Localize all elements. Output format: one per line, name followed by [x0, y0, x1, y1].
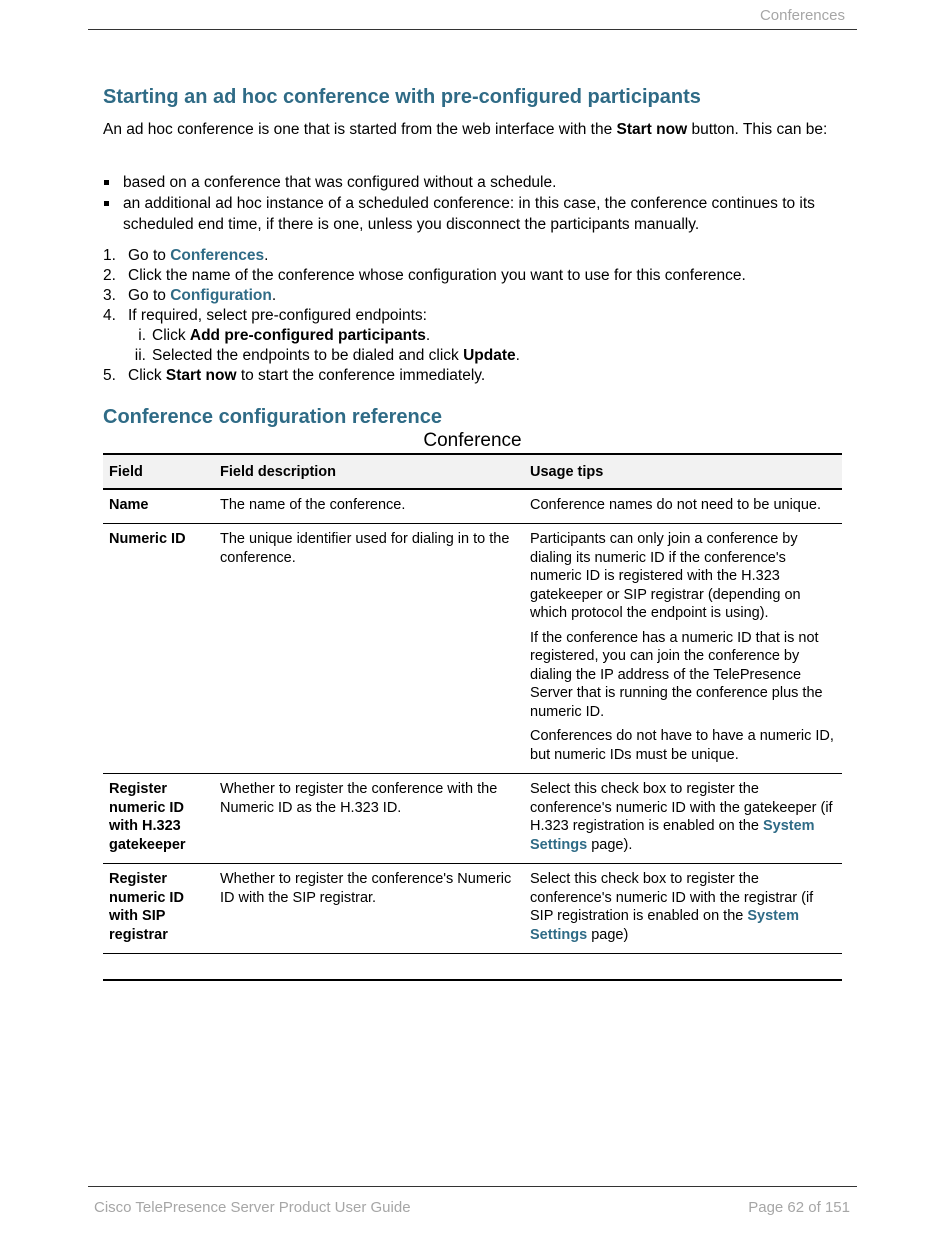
- step-list: [103, 246, 838, 386]
- table-row: [103, 774, 842, 864]
- bullet-item: an additional ad hoc instance of a scheduled conference: in this case, the conference continues to its scheduled end time, if there is one, unless you disconnect the participants manually.: [103, 193, 838, 235]
- field-description-cell: Whether to register the conference's Numeric ID with the SIP registrar.: [214, 864, 524, 954]
- conference-reference-table: [103, 453, 842, 954]
- step-item: [103, 306, 838, 366]
- footer-rule: [88, 1186, 857, 1187]
- section-heading-ad-hoc: Starting an ad hoc conference with pre-configured participants: [103, 86, 701, 108]
- field-description-cell: The name of the conference.: [214, 489, 524, 524]
- intro-paragraph: [103, 119, 833, 140]
- column-header: Usage tips: [524, 454, 842, 489]
- field-description-cell: Whether to register the conference with the Numeric ID as the H.323 ID.: [214, 774, 524, 864]
- table-caption: Conference: [423, 430, 522, 451]
- header-rule: [88, 29, 857, 30]
- field-name-cell: Name: [103, 489, 214, 524]
- usage-tip: Conferences do not have to have a numeric ID, but numeric IDs must be unique.: [530, 728, 834, 763]
- configuration-link[interactable]: Configuration: [170, 287, 272, 304]
- usage-tip: Participants can only join a conference by dialing its numeric ID if the conference's numeric ID is registered with the H.323 gatekeeper or SIP registrar (depending on which protocol the endpoint is using).: [530, 531, 801, 621]
- bullet-item: based on a conference that was configured without a schedule.: [103, 172, 838, 193]
- usage-tips-cell: [524, 489, 842, 524]
- step-number: 1.: [103, 247, 116, 264]
- substep-bold: Update: [463, 347, 516, 364]
- usage-tip-text: Select this check box to register the conference's numeric ID with the gatekeeper (if H.323 registration is enabled on the: [530, 781, 833, 834]
- table-row: [103, 489, 842, 524]
- usage-tips-cell: [524, 524, 842, 774]
- substep-item: [128, 326, 838, 346]
- column-header: Field: [103, 454, 214, 489]
- usage-tip-text: page).: [587, 836, 633, 853]
- intro-text-end: button. This can be:: [687, 121, 828, 138]
- column-header: Field description: [214, 454, 524, 489]
- intro-bold-start-now: Start now: [616, 121, 688, 138]
- field-description-cell: The unique identifier used for dialing in to the conference.: [214, 524, 524, 774]
- step-number: 3.: [103, 287, 116, 304]
- step-number: 2.: [103, 267, 116, 284]
- header-section-label: Conferences: [759, 7, 845, 24]
- step-text: .: [264, 247, 269, 264]
- step-text: Click the name of the conference whose configuration you want to use for this conference.: [128, 267, 746, 284]
- usage-tips-cell: [524, 774, 842, 864]
- step-item: [103, 366, 838, 386]
- step-item: [103, 246, 838, 266]
- footer-guide-title: Cisco TelePresence Server Product User Guide: [94, 1199, 411, 1216]
- step-text: to start the conference immediately.: [236, 367, 486, 384]
- table-end-rule: [103, 979, 842, 981]
- substep-text: Click: [152, 327, 190, 344]
- substep-bold: Add pre-configured participants: [189, 327, 426, 344]
- step-text: .: [271, 287, 277, 304]
- section-heading-config-reference: Conference configuration reference: [103, 406, 442, 428]
- step-item: [103, 266, 838, 286]
- usage-tip: Conference names do not need to be unique.: [530, 496, 822, 513]
- substep-text: Selected the endpoints to be dialed and click: [152, 347, 464, 364]
- footer-page-number: Page 62 of 151: [748, 1199, 850, 1216]
- usage-tip-text: Select this check box to register the conference's numeric ID with the registrar (if SIP registration is enabled on the: [530, 871, 814, 924]
- bullet-list: [103, 172, 838, 235]
- step-bold: Start now: [165, 367, 237, 384]
- step-text: Click: [128, 367, 166, 384]
- conferences-link[interactable]: Conferences: [170, 247, 265, 264]
- step-number: 4.: [103, 307, 116, 324]
- table-header-row: [103, 454, 842, 489]
- step-text: If required, select pre-configured endpoints:: [128, 307, 427, 324]
- system-settings-link[interactable]: System Settings: [530, 908, 799, 943]
- step-number: 5.: [103, 367, 116, 384]
- table-row: [103, 524, 842, 774]
- substep-text: .: [425, 327, 431, 344]
- substep-number: i.: [138, 327, 146, 344]
- substep-item: [128, 346, 838, 366]
- substep-text: .: [515, 347, 520, 364]
- substep-list: [128, 326, 838, 366]
- field-name-cell: Numeric ID: [103, 524, 214, 774]
- field-name-cell: Register numeric ID with H.323 gatekeeper: [103, 774, 214, 864]
- system-settings-link[interactable]: System Settings: [530, 818, 815, 853]
- step-text: Go to: [128, 247, 171, 264]
- substep-number: ii.: [134, 347, 146, 364]
- usage-tip-text: page): [587, 926, 629, 943]
- table-row: [103, 864, 842, 954]
- field-name-cell: Register numeric ID with SIP registrar: [103, 864, 214, 954]
- intro-text: An ad hoc conference is one that is started from the web interface with the: [103, 121, 617, 138]
- usage-tips-cell: [524, 864, 842, 954]
- step-text: Go to: [128, 287, 171, 304]
- step-item: [103, 286, 838, 306]
- usage-tip: If the conference has a numeric ID that is not registered, you can join the conference by dialing the IP address of the TelePresence Server that is running the conference plus the numeric ID.: [530, 629, 823, 720]
